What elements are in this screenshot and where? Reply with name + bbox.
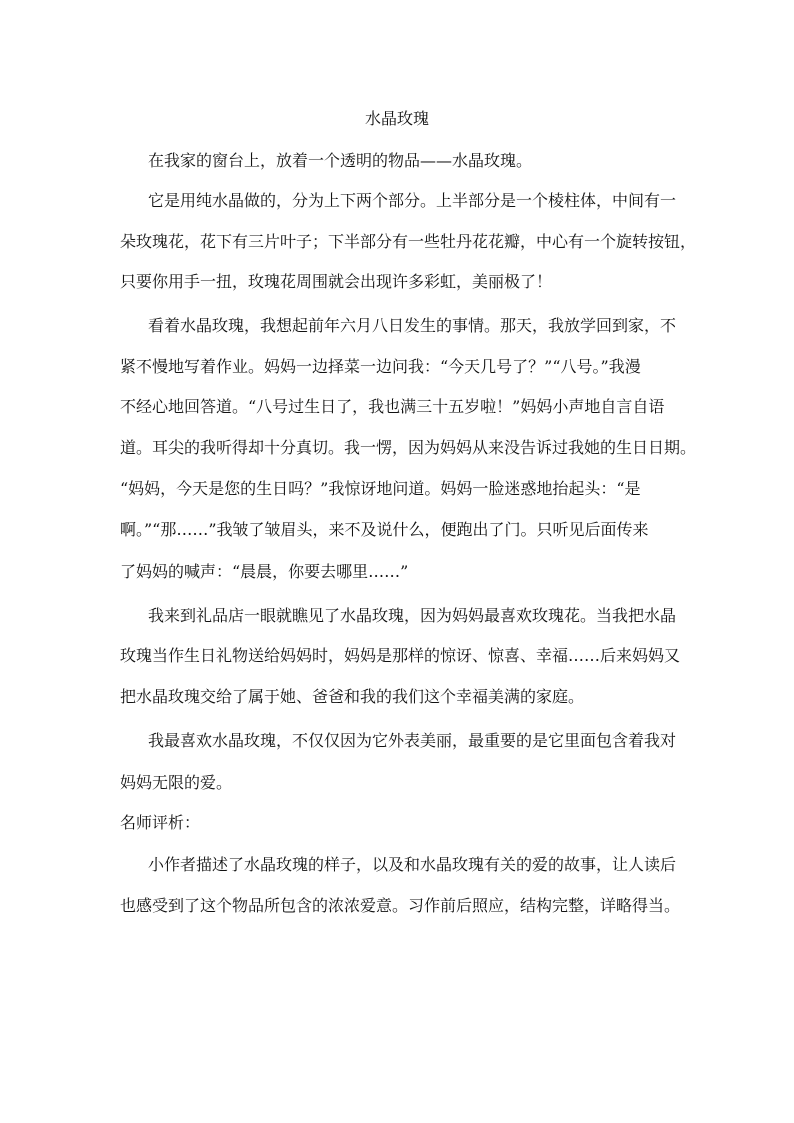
paragraph-line: 啊。”“那……”我皱了皱眉头，来不及说什么，便跑出了门。只听见后面传来 [120,520,649,539]
paragraph-line: 玫瑰当作生日礼物送给妈妈时，妈妈是那样的惊讶、惊喜、幸福……后来妈妈又 [120,646,681,665]
paragraph-line: 不经心地回答道。“八号过生日了，我也满三十五岁啦！”妈妈小声地自言自语 [120,397,665,416]
paragraph-line: 它是用纯水晶做的，分为上下两个部分。上半部分是一个棱柱体，中间有一 [148,191,677,210]
document-title: 水晶玫瑰 [364,109,429,128]
paragraph-line: “妈妈，今天是您的生日吗？”我惊讶地问道。妈妈一脸迷惑地抬起头：“是 [120,479,641,498]
review-heading: 名师评析： [120,813,201,832]
paragraph-line: 把水晶玫瑰交给了属于她、爸爸和我的我们这个幸福美满的家庭。 [120,687,585,706]
paragraph-line: 了妈妈的喊声：“晨晨，你要去哪里……” [120,562,409,581]
paragraph-line: 道。耳尖的我听得却十分真切。我一愣，因为妈妈从来没告诉过我她的生日日期。 [120,438,697,457]
paragraph-line: 只要你用手一扭，玫瑰花周围就会出现许多彩虹，美丽极了！ [120,272,553,291]
review-line: 小作者描述了水晶玫瑰的样子，以及和水晶玫瑰有关的爱的故事，让人读后 [148,855,677,874]
paragraph-line: 紧不慢地写着作业。妈妈一边择菜一边问我：“今天几号了？”“八号。”我漫 [120,357,641,376]
paragraph-line: 在我家的窗台上，放着一个透明的物品——水晶玫瑰。 [148,151,533,170]
paragraph-line: 看着水晶玫瑰，我想起前年六月八日发生的事情。那天，我放学回到家，不 [148,316,677,335]
paragraph-line: 我最喜欢水晶玫瑰，不仅仅因为它外表美丽，最重要的是它里面包含着我对 [148,731,677,750]
paragraph-line: 我来到礼品店一眼就瞧见了水晶玫瑰，因为妈妈最喜欢玫瑰花。当我把水晶 [148,606,677,625]
review-line: 也感受到了这个物品所包含的浓浓爱意。习作前后照应，结构完整，详略得当。 [120,896,681,915]
paragraph-line: 妈妈无限的爱。 [120,773,233,792]
paragraph-line: 朵玫瑰花，花下有三片叶子；下半部分有一些牡丹花花瓣，中心有一个旋转按钮， [120,232,697,251]
